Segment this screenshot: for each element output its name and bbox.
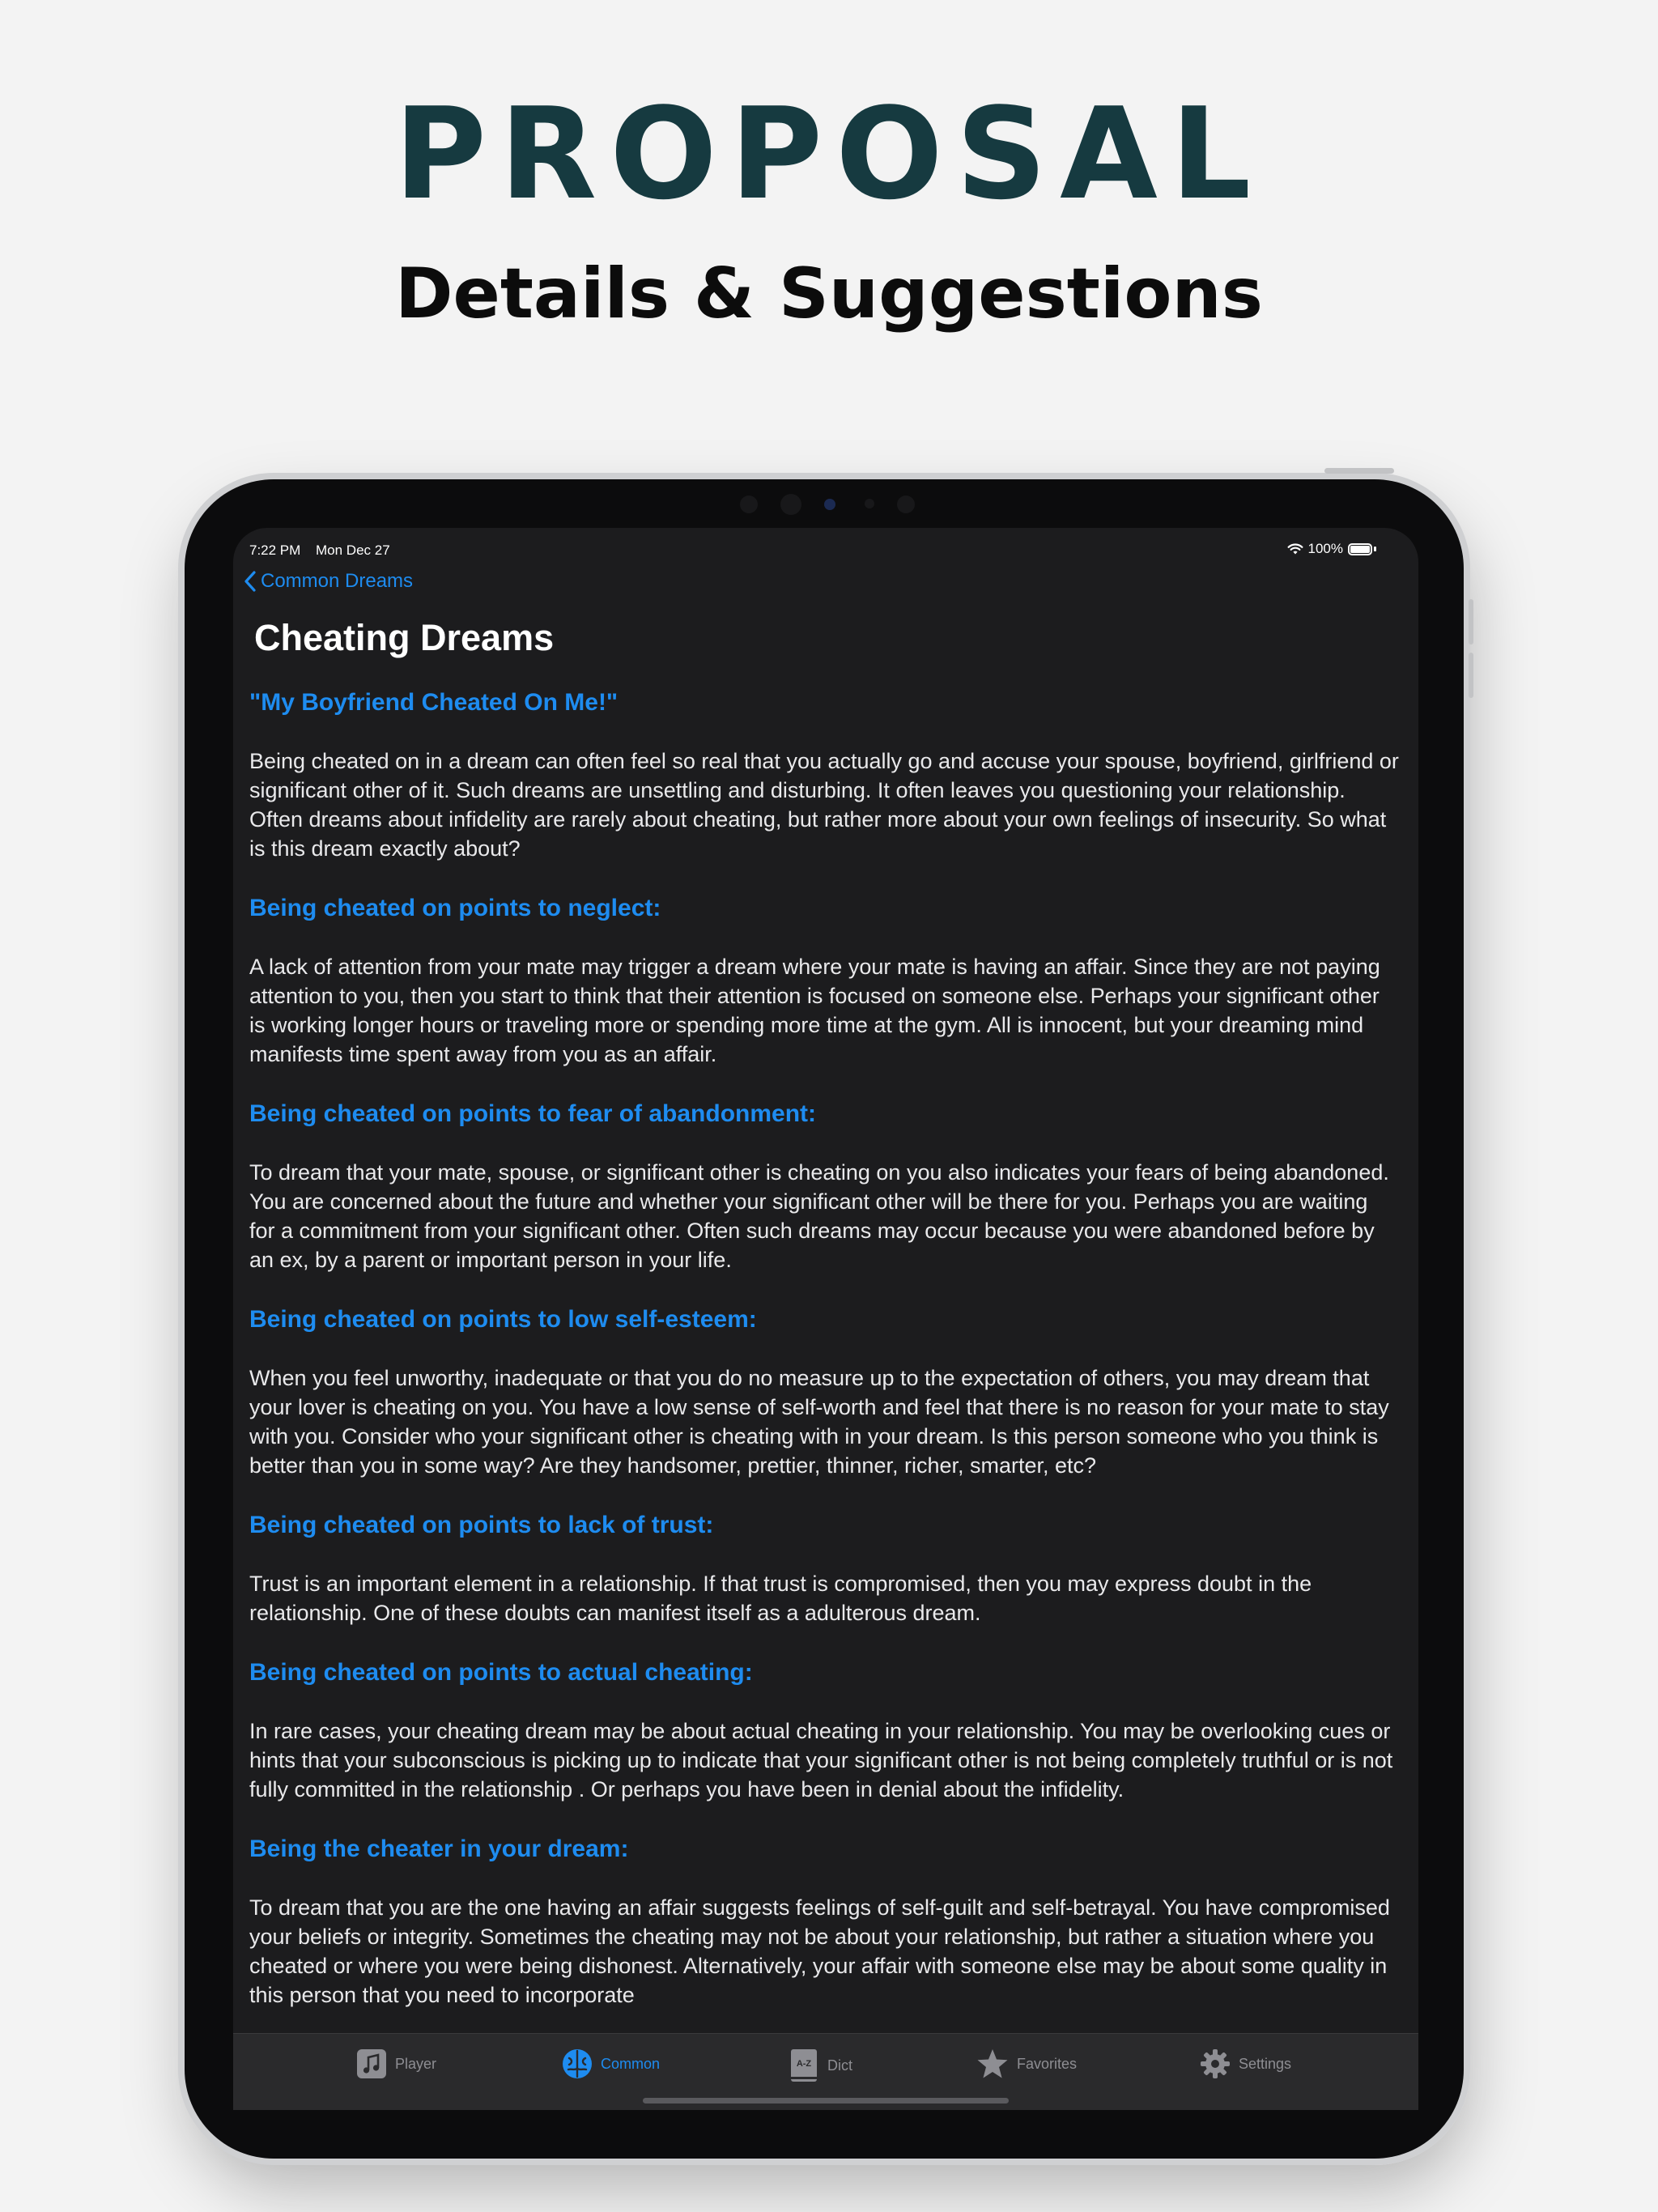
- section: [249, 1835, 1399, 2010]
- tab-favorites[interactable]: [976, 2048, 1077, 2079]
- section: [249, 894, 1399, 1069]
- camera-sensor-icon: [740, 496, 758, 513]
- section-body: When you feel unworthy, inadequate or that you do no measure up to the expectation of others, you may dream that your lover is cheating on you. You have a low sense of self-worth and feel that there is no reason for your mate to stay with you. Consider who your significant other is cheating with in your dream. Is this person someone who you think is better than you in some way? Are they handsomer, prettier, thinner, richer, smarter, etc?: [249, 1366, 1389, 1478]
- tab-player[interactable]: [356, 2048, 436, 2079]
- battery-percent: 100%: [1307, 541, 1343, 556]
- chevron-left-icon: [244, 571, 256, 592]
- tab-label: Player: [395, 2055, 437, 2072]
- music-note-icon: [356, 2048, 387, 2079]
- section-body: A lack of attention from your mate may trigger a dream where your mate is having an affair. Since they are not paying attention to you, then you start to think that their attention is focused on someone else. Perhaps your significant other is working longer hours or traveling more or spending more time at the gym. All is innocent, but your dreaming mind manifests time spent away from you as an affair.: [249, 955, 1380, 1066]
- face-sensor-icon: [897, 496, 915, 513]
- banner-title: PROPOSAL: [393, 80, 1265, 228]
- tab-label: Common: [601, 2055, 661, 2072]
- section: [249, 1305, 1399, 1480]
- status-bar: [249, 539, 1376, 564]
- tab-bar: [233, 2033, 1418, 2110]
- home-indicator[interactable]: [643, 2098, 1009, 2104]
- brain-icon: [562, 2048, 593, 2079]
- section: [249, 1511, 1399, 1627]
- star-icon: [976, 2048, 1009, 2079]
- camera-lens-icon: [780, 494, 801, 515]
- section-heading: Being the cheater in your dream:: [249, 1836, 629, 1862]
- section-body: To dream that you are the one having an affair suggests feelings of self-guilt and self-betrayal. You have compromised your beliefs or integrity. Sometimes the cheating may not be about your relationship, but rather a situation where you cheated or where you were being dishonest. Alternatively, your affair with someone else may be about some quality in this person that you need to incorporate: [249, 1895, 1390, 2007]
- section-heading: Being cheated on points to low self-esteem:: [249, 1306, 757, 1333]
- dictionary-icon: [789, 2048, 819, 2082]
- volume-up-button: [1469, 599, 1473, 644]
- status-time: 7:22 PM: [249, 542, 301, 558]
- app-screen: [233, 528, 1418, 2110]
- svg-text:A-Z: A-Z: [796, 2059, 812, 2069]
- tab-common[interactable]: [562, 2048, 660, 2079]
- section-heading: Being cheated on points to lack of trust:: [249, 1512, 714, 1538]
- status-date: Mon Dec 27: [316, 542, 390, 558]
- tab-label: Settings: [1239, 2055, 1292, 2072]
- section-heading: Being cheated on points to fear of abandonment:: [249, 1100, 817, 1127]
- wifi-icon: [1287, 543, 1303, 555]
- tab-settings[interactable]: [1200, 2048, 1291, 2079]
- volume-down-button: [1469, 653, 1473, 698]
- section-heading: Being cheated on points to neglect:: [249, 895, 661, 921]
- page-title: Cheating Dreams: [254, 617, 555, 658]
- section-body: In rare cases, your cheating dream may be about actual cheating in your relationship. You may be overlooking cues or hints that your subconscious is picking up to indicate that your significant other is not being completely truthful or is not fully committed in the relationship . Or perhaps you have been in denial about the infidelity.: [249, 1719, 1393, 1802]
- section: [249, 688, 1399, 863]
- status-right: [1287, 541, 1376, 557]
- tab-label: Dict: [827, 2057, 852, 2074]
- article-content[interactable]: [249, 688, 1399, 2007]
- banner-subtitle: Details & Suggestions: [395, 253, 1263, 334]
- section-body: Trust is an important element in a relationship. If that trust is compromised, then you may express doubt in the relationship. One of these doubts can manifest itself as a adulterous dream.: [249, 1572, 1312, 1625]
- top-button: [1324, 468, 1394, 474]
- section-body: To dream that your mate, spouse, or significant other is cheating on you also indicates your fears of being abandoned. You are concerned about the future and whether your significant other will be there for you. Perhaps you are waiting for a commitment from your significant other. Often such dreams may occur because you were abandoned before by an ex, by a parent or important person in your life.: [249, 1160, 1389, 1272]
- back-button[interactable]: [244, 570, 413, 593]
- section: [249, 1658, 1399, 1804]
- section-heading: Being cheated on points to actual cheating:: [249, 1659, 753, 1686]
- section-heading: "My Boyfriend Cheated On Me!": [249, 689, 619, 716]
- camera-dot-icon: [824, 499, 835, 510]
- ambient-sensor-icon: [865, 499, 874, 508]
- section-body: Being cheated on in a dream can often feel so real that you actually go and accuse your spouse, boyfriend, girlfriend or significant other of it. Such dreams are unsettling and disturbing. It often leaves you questioning your relationship. Often dreams about infidelity are rarely about cheating, but rather more about your own feelings of insecurity. So what is this dream exactly about?: [249, 749, 1399, 861]
- tab-dict[interactable]: [789, 2048, 852, 2082]
- battery-icon: [1348, 543, 1372, 555]
- back-button-label: Common Dreams: [261, 570, 414, 592]
- tab-label: Favorites: [1017, 2055, 1078, 2072]
- battery-cap-icon: [1374, 547, 1376, 551]
- gear-icon: [1200, 2048, 1231, 2079]
- section: [249, 1100, 1399, 1274]
